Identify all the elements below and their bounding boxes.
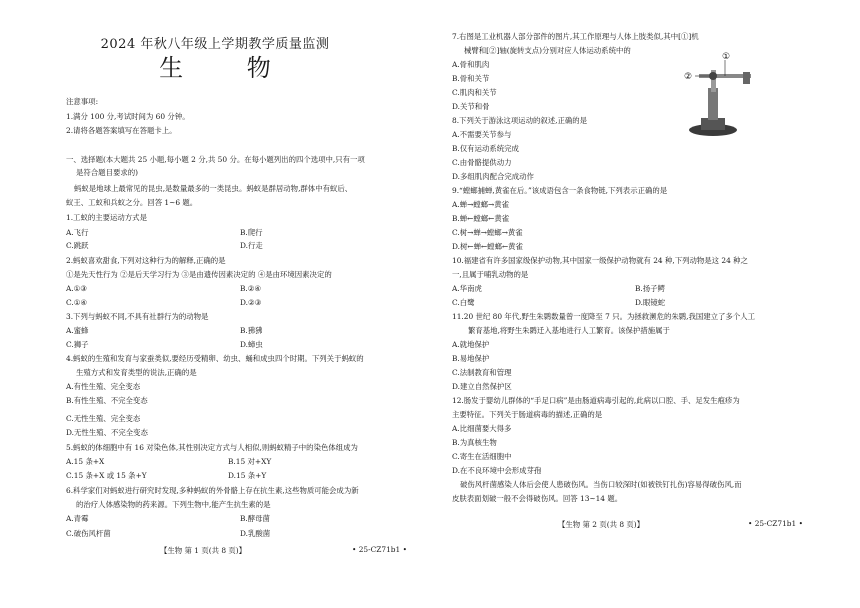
robot-column	[708, 88, 718, 120]
option: B.②④	[240, 284, 262, 293]
option: D.行走	[240, 241, 263, 250]
option: B.为真核生物	[452, 438, 497, 447]
question-stem: 11.20 世纪 80 年代,野生朱鹮数量曾一度降至 7 只。为拯救濒危的朱鹮,我国建立了多个人工	[452, 312, 755, 321]
option: A.比细菌要大得多	[452, 424, 512, 433]
option: D.多组肌肉配合完成动作	[452, 172, 534, 181]
option: D.眼镜蛇	[635, 298, 666, 307]
option: C.无性生殖、完全变态	[66, 414, 141, 423]
option: B.骨和关节	[452, 74, 490, 83]
option: B.有性生殖、不完全变态	[66, 396, 148, 405]
question-stem: 10.福建省有许多国家级保护动物,其中国家一级保护动物就有 24 种,下列动物是这 24 种之	[452, 256, 748, 265]
question-stem-cont: 械臂和[②]轴(旋转支点)分别对应人体运动系统中的	[464, 46, 631, 55]
figure-label-one: ①	[722, 52, 731, 62]
notice-heading: 注意事项:	[66, 97, 99, 106]
robot-gripper	[743, 72, 750, 84]
question-stem: 2.蚂蚁喜欢甜食,下列对这种行为的解释,正确的是	[66, 256, 226, 265]
right-page	[430, 0, 860, 608]
option: D.乳酸菌	[240, 529, 271, 538]
option: B.扬子鳄	[635, 284, 665, 293]
option: C.白鹭	[452, 298, 475, 307]
option: C.法制教育和管理	[452, 368, 512, 377]
question-stem-cont: 一,且属于哺乳动物的是	[452, 270, 529, 279]
question-stem: 4.蚂蚁的生殖和发育与家蚕类似,要经历受精卵、幼虫、蛹和成虫四个时期。下列关于蚂蚁的	[66, 354, 364, 363]
paper-code: • 25-CZ71b1 •	[748, 519, 803, 528]
question-stem: 7.右图是工业机器人部分部件的图片,其工作原理与人体上肢类似,其中[①]机	[452, 32, 699, 41]
question-stem: 5.蚂蚁的体细胞中有 16 对染色体,其性别决定方式与人相似,则蚂蚁精子中的染色体组成为	[66, 443, 358, 452]
option: B.蝉←螳螂←黄雀	[452, 214, 510, 223]
option: C.①④	[66, 298, 87, 307]
question-stem-cont: 繁育基地,将野生朱鹮迁入基地进行人工繁育。该保护措施属于	[468, 326, 670, 335]
passage: 蚁王、工蚁和兵蚁之分。回答 1~6 题。	[66, 198, 198, 207]
question-stem: 1.工蚁的主要运动方式是	[66, 213, 147, 222]
option: D.在不良环境中会形成芽孢	[452, 466, 542, 475]
industrial-robot-figure	[681, 50, 761, 140]
question-items: ①是先天性行为 ②是后天学习行为 ③是由遗传因素决定的 ④是由环境因素决定的	[66, 270, 332, 279]
question-stem: 6.科学家们对蚂蚁进行研究时发现,多种蚂蚁的外骨骼上存在抗生素,这些物质可能会成为新	[66, 486, 359, 495]
option: C.肌肉和关节	[452, 88, 497, 97]
option: A.蜜蜂	[66, 326, 89, 335]
option: C.由骨骼提供动力	[452, 158, 512, 167]
option: B.狒狒	[240, 326, 263, 335]
option: B.易地保护	[452, 354, 490, 363]
option: A.就地保护	[452, 340, 490, 349]
passage: 皮肤表面划破一般不会得破伤风。回答 13~14 题。	[452, 494, 623, 503]
paper-code: • 25-CZ71b1 •	[352, 545, 407, 554]
question-stem: 12.肠发于婴幼儿群体的“手足口病”是由肠道病毒引起的,此病以口腔、手、足发生疱疹为	[452, 396, 740, 405]
page-footer: 【生物 第 1 页(共 8 页)】	[160, 546, 247, 555]
option: D.关节和骨	[452, 102, 490, 111]
option: B.爬行	[240, 228, 263, 237]
figure-label-two: ②	[684, 72, 693, 82]
option: D.15 条+Y	[228, 471, 267, 480]
option: B.仅有运动系统完成	[452, 144, 519, 153]
robot-pivot-joint	[709, 72, 717, 80]
option: A.骨和肌肉	[452, 60, 490, 69]
exam-title: 2024 年秋八年级上学期教学质量监测	[100, 37, 330, 52]
option: C.狮子	[66, 340, 89, 349]
option: C.破伤风杆菌	[66, 529, 111, 538]
notice-item: 2.请将各题答案填写在答题卡上。	[66, 126, 177, 135]
option: C.寄生在活细胞中	[452, 452, 512, 461]
option: A.不需要关节参与	[452, 130, 512, 139]
option: A.有性生殖、完全变态	[66, 382, 141, 391]
question-stem: 8.下列关于游泳这项运动的叙述,正确的是	[452, 116, 588, 125]
option: A.华南虎	[452, 284, 482, 293]
option: A.蝉→螳螂→黄雀	[452, 200, 510, 209]
question-stem-cont: 的治疗人体感染物的药来源。下列生物中,能产生抗生素的是	[76, 500, 271, 509]
option: C.15 条+X 或 15 条+Y	[66, 471, 147, 480]
option: A.①③	[66, 284, 87, 293]
section-heading: 一、选择题(本大题共 25 小题,每小题 2 分,共 50 分。在每小题列出的四个选项中,只有一项	[66, 155, 365, 164]
question-stem: 3.下列与蚂蚁不同,不具有社群行为的动物是	[66, 312, 209, 321]
option: A.青霉	[66, 514, 89, 523]
section-heading-cont: 是符合题目要求的)	[76, 168, 139, 177]
option: A.15 条+X	[66, 457, 105, 466]
option: C.跳跃	[66, 241, 89, 250]
passage: 蚂蚁是地球上最常见的昆虫,是数量最多的一类昆虫。蚂蚁是群居动物,群体中有蚁后、	[74, 184, 353, 193]
option: B.酵母菌	[240, 514, 270, 523]
option: D.无性生殖、不完全变态	[66, 428, 148, 437]
option: D.树←蝉←螳螂←黄雀	[452, 242, 523, 251]
notice-item: 1.满分 100 分,考试时间为 60 分钟。	[66, 112, 190, 121]
option: D.蟑虫	[240, 340, 263, 349]
subject-title: 生 物	[159, 54, 299, 82]
passage: 破伤风杆菌感染人体后会使人患破伤风。当伤口较深时(如被铁钉扎伤)容易得破伤风,而	[460, 480, 742, 489]
option: D.建立自然保护区	[452, 382, 512, 391]
option: C.树→蝉→螳螂→黄雀	[452, 228, 523, 237]
page-footer: 【生物 第 2 页(共 8 页)】	[558, 520, 645, 529]
option: D.②③	[240, 298, 262, 307]
question-stem-cont: 生殖方式和发育类型的说法,正确的是	[76, 368, 197, 377]
question-stem: 9.“螳螂捕蝉,黄雀在后。”该成语包含一条食物链,下列表示正确的是	[452, 186, 668, 195]
option: A.飞行	[66, 228, 89, 237]
option: B.15 对+XY	[228, 457, 272, 466]
question-stem-cont: 主要特征。下列关于肠道病毒的描述,正确的是	[452, 410, 603, 419]
